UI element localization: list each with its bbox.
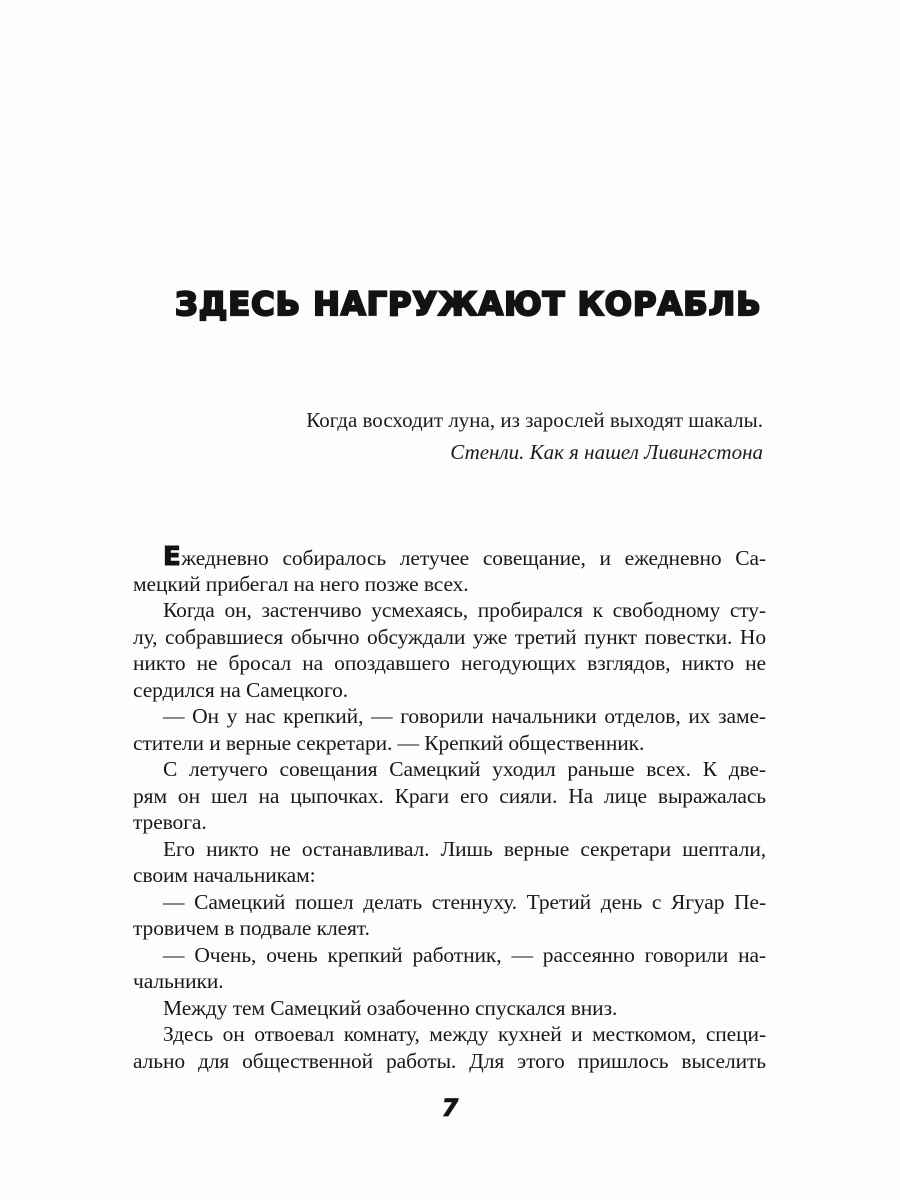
paragraph (133, 544, 766, 597)
text-line: никто не бросал на опоздавшего негодующих взглядов, никто не (133, 651, 766, 675)
paragraph (133, 889, 766, 942)
paragraph (133, 756, 766, 836)
page-number: 7 (441, 1094, 459, 1122)
epigraph-attribution: Стенли. Как я нашел Ливингстона (450, 440, 763, 464)
text-line: стители и верные секретари. — Крепкий общественник. (133, 730, 645, 755)
epigraph (306, 404, 763, 468)
paragraph (133, 597, 766, 703)
text-line: Ежедневно собиралось летучее совещание, и ежедневно Са- (163, 542, 766, 572)
text-line: Здесь он отвоевал комнату, между кухней и месткомом, специ- (163, 1022, 766, 1046)
paragraph (133, 942, 766, 995)
text-line: чальники. (133, 969, 224, 993)
epigraph-quote: Когда восходит луна, из зарослей выходят шакалы. (306, 408, 763, 432)
text-line: сердился на Самецкого. (133, 677, 349, 702)
paragraph (133, 995, 766, 1022)
text-line: Между тем Самецкий озабоченно спускался вниз. (163, 995, 618, 1020)
text-line: С летучего совещания Самецкий уходил раньше всех. К две- (163, 757, 766, 781)
chapter-title: ЗДЕСЬ НАГРУЖАЮТ КОРАБЛЬ (175, 285, 762, 323)
text-line: лу, собравшиеся обычно обсуждали уже третий пункт повестки. Но (133, 624, 766, 649)
text-line: тревога. (133, 810, 207, 834)
text-line: — Очень, очень крепкий работник, — рассеянно говорили на- (163, 942, 766, 967)
paragraph (133, 1021, 766, 1074)
text-line: — Он у нас крепкий, — говорили начальники отделов, их заме- (163, 704, 766, 728)
text-line: тровичем в подвале клеят. (133, 916, 370, 940)
paragraph (133, 836, 766, 889)
text-line: ально для общественной работы. Для этого пришлось выселить (133, 1048, 766, 1073)
paragraph (133, 703, 766, 756)
initial-letter: Е (163, 542, 182, 572)
text-line: Когда он, застенчиво усмехаясь, пробирался к свободному сту- (163, 598, 766, 622)
body-text (133, 544, 766, 1074)
text-line: своим начальникам: (133, 863, 316, 887)
text-line: — Самецкий пошел делать стеннуху. Третий день с Ягуар Пе- (163, 889, 766, 914)
text-line: рям он шел на цыпочках. Краги его сияли. На лице выражалась (133, 783, 766, 808)
text-line: мецкий прибегал на него позже всех. (133, 571, 469, 596)
text-line: Его никто не останавливал. Лишь верные секретари шептали, (163, 836, 766, 861)
